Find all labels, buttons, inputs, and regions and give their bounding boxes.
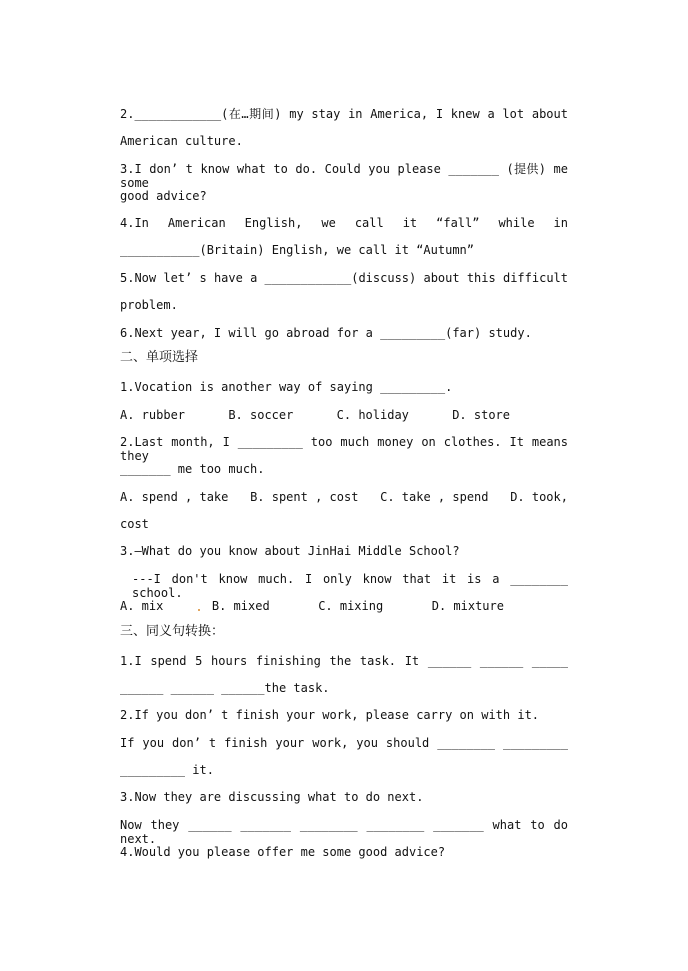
mc-q3-option-a: A. mix	[120, 599, 164, 613]
mc-q2-option-c: C. take , spend	[380, 490, 489, 504]
mc-q3-stem-2: ---I don't know much. I only know that it is a ________ school.	[132, 572, 568, 600]
rw-q2-line-1: 2.If you don’ t finish your work, please carry on with it.	[120, 708, 540, 722]
stray-mark	[198, 609, 200, 611]
rw-q2-line-2: If you don’ t finish your work, you should ________ _________	[120, 736, 568, 750]
section-2-title: 二、单项选择	[120, 350, 199, 365]
rw-q1-line-1: 1.I spend 5 hours finishing the task. It ______ ______ _____	[120, 654, 568, 668]
mc-q3-option-d: D. mixture	[431, 599, 504, 613]
q2-line-1: 2.____________(在…期间) my stay in America, I knew a lot about	[120, 107, 568, 121]
q5-line-2: problem.	[120, 298, 178, 312]
mc-q2-options	[120, 490, 568, 504]
mc-q2-options-cont: cost	[120, 517, 149, 531]
q6-line: 6.Next year, I will go abroad for a _________(far) study.	[120, 326, 532, 340]
section-3-title: 三、同义句转换：	[120, 624, 225, 639]
mc-q1-option-a: A. rubber	[120, 408, 186, 422]
mc-q1-option-d: D. store	[452, 408, 510, 422]
mc-q1-option-b: B. soccer	[228, 408, 294, 422]
q3-line-2: good advice?	[120, 189, 207, 203]
mc-q3-option-b: B. mixed	[211, 599, 270, 613]
mc-q1-options	[120, 408, 510, 422]
q3-line-1: 3.I don’ t know what to do. Could you please _______ (提供) me some	[120, 162, 568, 190]
mc-q1-option-c: C. holiday	[336, 408, 409, 422]
rw-q2-line-3: _________ it.	[120, 763, 214, 777]
q4-line-2: ___________(Britain) English, we call it “Autumn”	[120, 243, 475, 257]
mc-q3-option-c: C. mixing	[318, 599, 384, 613]
mc-q1-stem: 1.Vocation is another way of saying _________.	[120, 380, 453, 394]
mc-q2-stem-1: 2.Last month, I _________ too much money on clothes. It means they	[120, 435, 568, 463]
rw-q4-line: 4.Would you please offer me some good advice?	[120, 845, 446, 859]
mc-q3-stem-1: 3.—What do you know about JinHai Middle School?	[120, 544, 460, 558]
mc-q2-option-b: B. spent , cost	[250, 490, 359, 504]
q2-line-2: American culture.	[120, 134, 243, 148]
mc-q2-option-a: A. spend , take	[120, 490, 229, 504]
rw-q3-line-2: Now they ______ _______ ________ ________ _______ what to do next.	[120, 818, 568, 846]
mc-q2-option-d: D. took,	[510, 490, 568, 504]
q5-line-1: 5.Now let’ s have a ____________(discuss) about this difficult	[120, 271, 568, 285]
mc-q2-stem-2: _______ me too much.	[120, 462, 265, 476]
q4-line-1: 4.In American English, we call it “fall” while in	[120, 216, 568, 230]
rw-q3-line-1: 3.Now they are discussing what to do next.	[120, 790, 424, 804]
rw-q1-line-2: ______ ______ ______the task.	[120, 681, 330, 695]
mc-q3-options	[120, 599, 504, 613]
